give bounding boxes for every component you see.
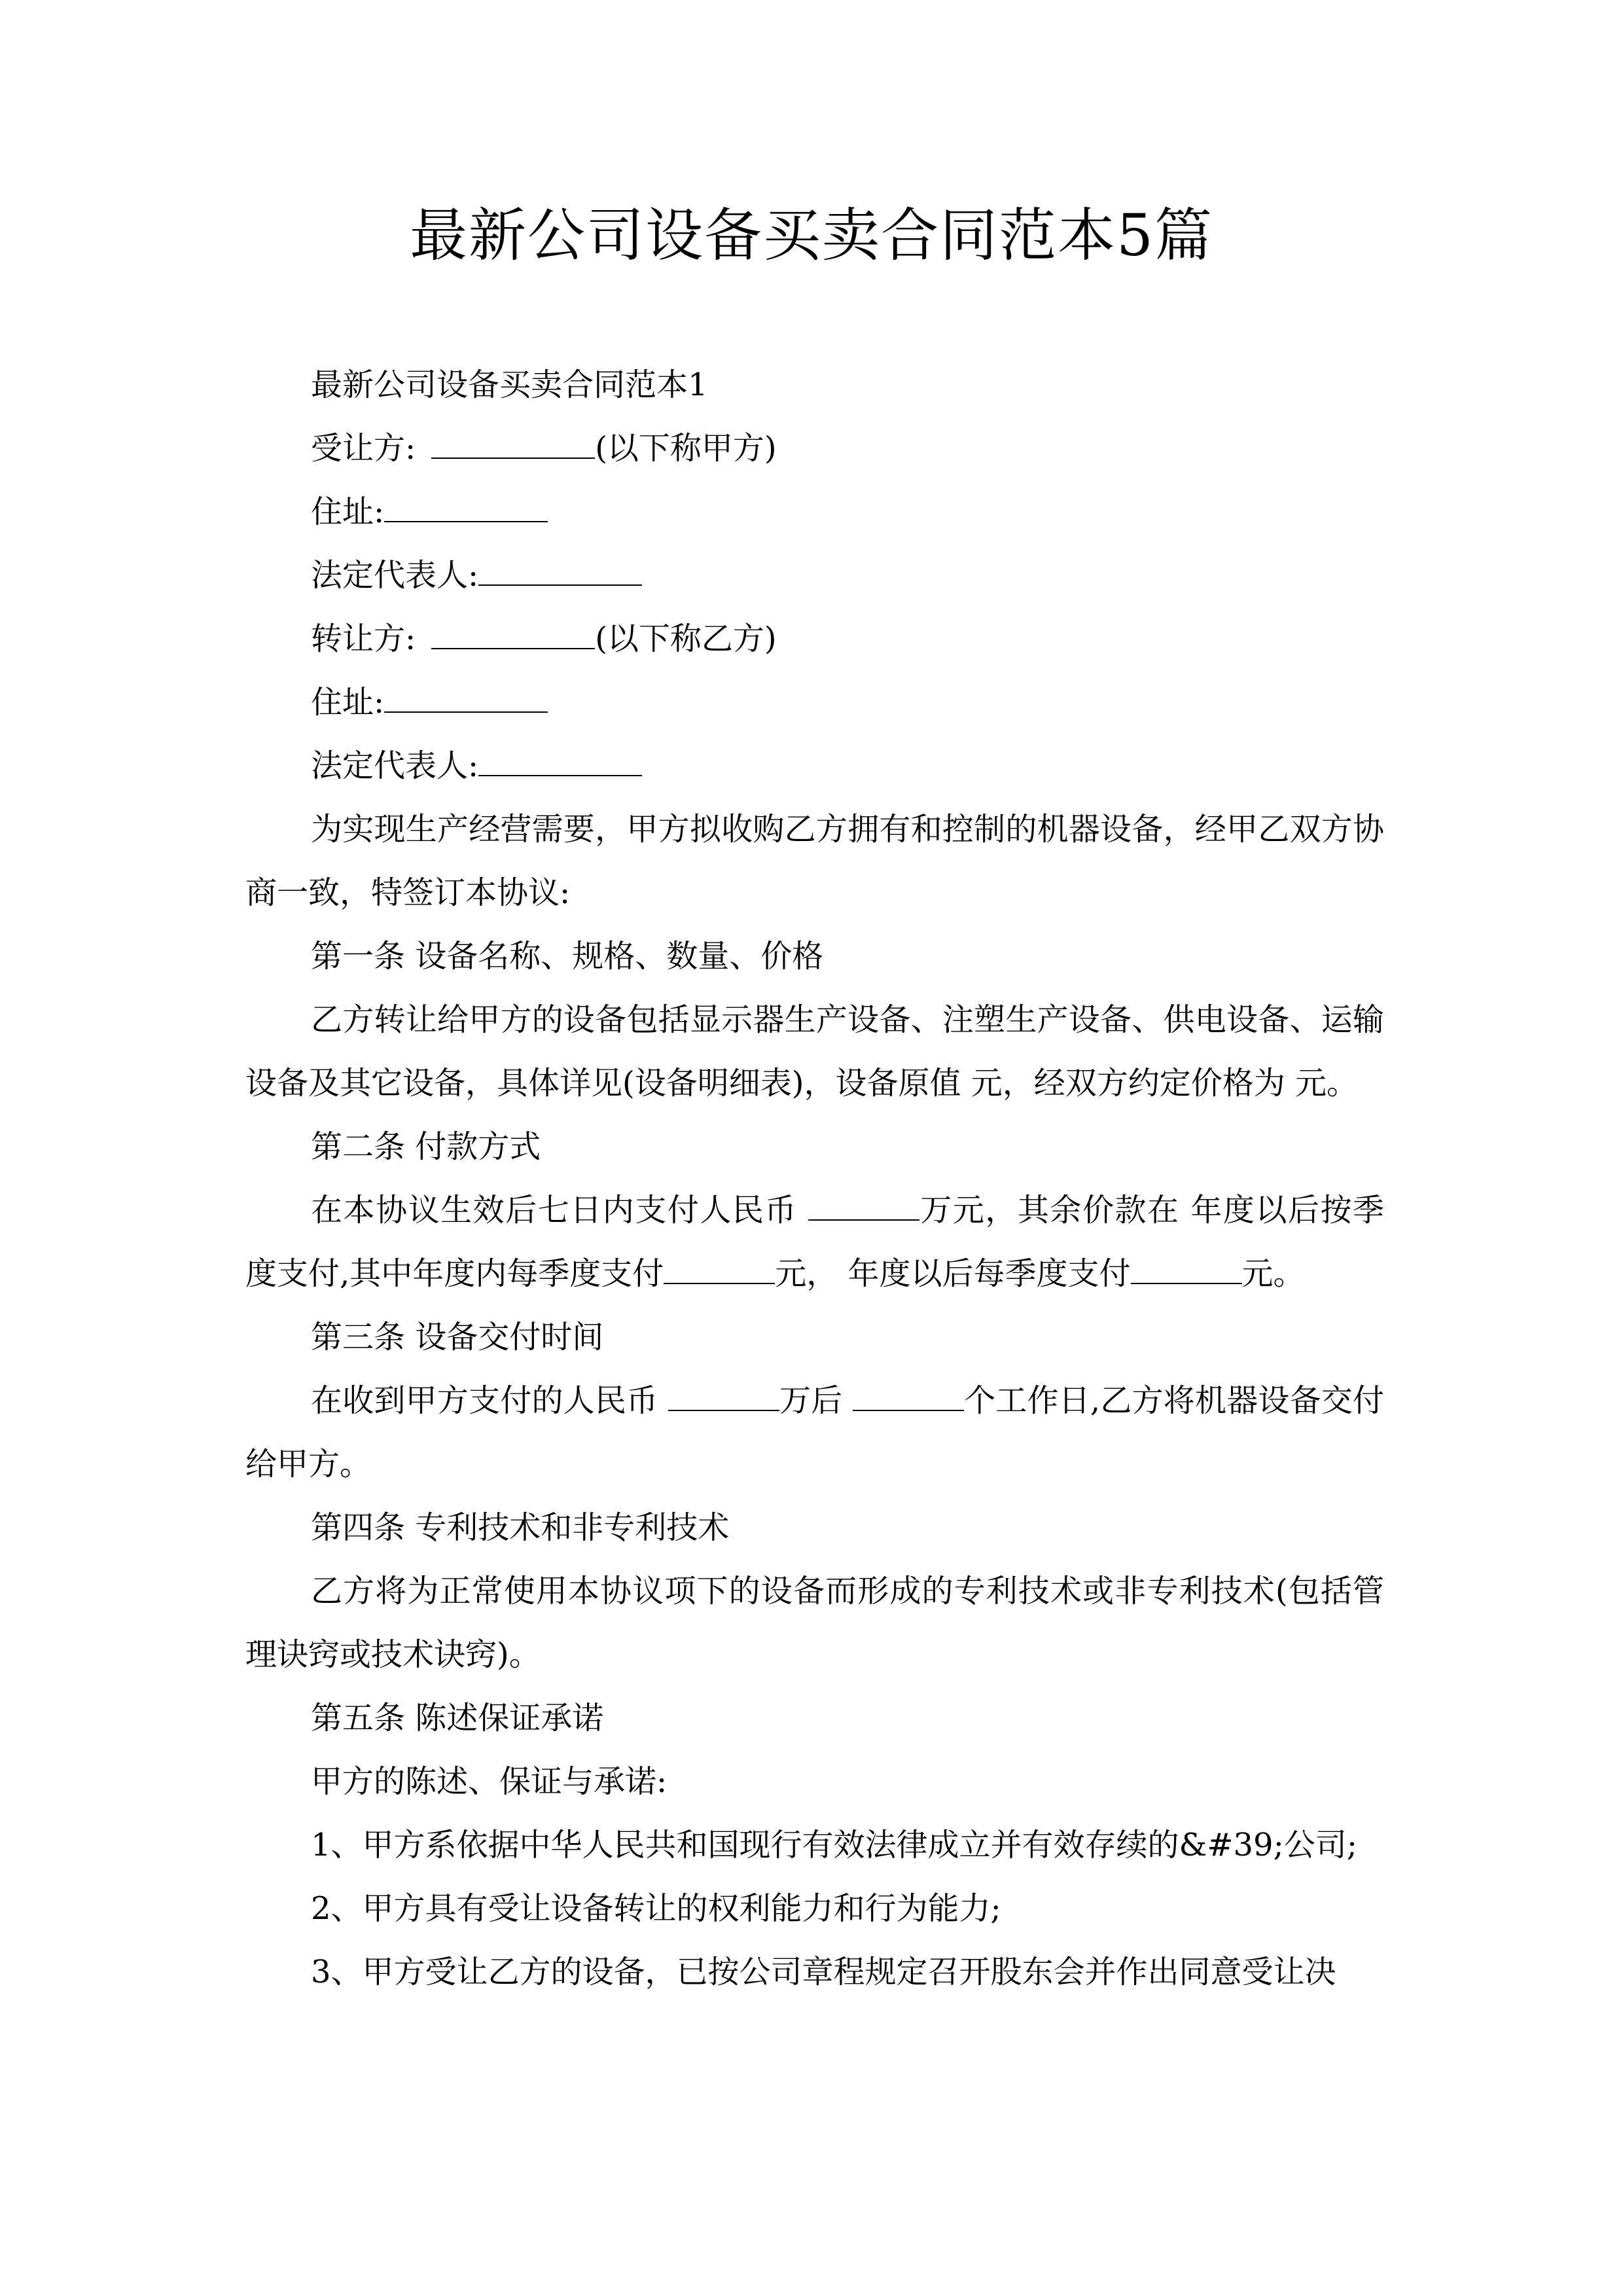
amount-blank xyxy=(808,1193,919,1221)
article-5-heading: 第五条 陈述保证承诺 xyxy=(311,1700,604,1736)
transferee-blank xyxy=(431,431,595,459)
address-blank xyxy=(384,495,548,522)
article-3-heading: 第三条 设备交付时间 xyxy=(311,1319,604,1355)
article-2-text-part: 元。 xyxy=(1241,1255,1305,1292)
section-heading: 最新公司设备买卖合同范本1 xyxy=(311,367,708,403)
legal-rep-blank xyxy=(478,749,642,776)
article-3-text-part: 万后 xyxy=(779,1382,853,1419)
list-item: 1、甲方系依据中华人民共和国现行有效法律成立并有效存续的&#39;公司; xyxy=(311,1827,1357,1863)
days-blank xyxy=(853,1384,964,1411)
transferor-legal-rep-line xyxy=(245,734,1384,798)
article-2-text-part: 元， 年度以后每季度支付 xyxy=(775,1255,1131,1292)
amount-blank xyxy=(664,1257,775,1284)
article-3-text-part: 个工作日,乙方将机器设备交付给甲方。 xyxy=(245,1382,1384,1482)
article-5-subheading: 甲方的陈述、保证与承诺: xyxy=(311,1763,668,1800)
amount-blank xyxy=(668,1384,779,1411)
address-blank xyxy=(384,685,548,713)
list-item: 3、甲方受让乙方的设备，已按公司章程规定召开股东会并作出同意受让决 xyxy=(311,1954,1336,1990)
transferor-label: 转让方: xyxy=(311,620,416,657)
legal-rep-blank xyxy=(478,558,642,586)
transferee-line xyxy=(245,417,1384,480)
transferor-blank xyxy=(431,622,595,649)
transferee-label: 受让方: xyxy=(311,430,416,467)
document-body xyxy=(245,353,1384,2004)
address-label: 住址: xyxy=(311,493,385,530)
article-1-text: 乙方转让给甲方的设备包括显示器生产设备、注塑生产设备、供电设备、运输设备及其它设备，具体详见(设备明细表)，设备原值 元，经双方约定价格为 元。 xyxy=(245,1001,1384,1102)
transferor-address-line xyxy=(245,671,1384,734)
article-4-heading: 第四条 专利技术和非专利技术 xyxy=(311,1509,730,1546)
article-3-text xyxy=(245,1369,1384,1496)
amount-blank xyxy=(1131,1257,1242,1284)
article-4-text: 乙方将为正常使用本协议项下的设备而形成的专利技术或非专利技术(包括管理诀窍或技术诀窍)。 xyxy=(245,1573,1384,1673)
transferee-address-line xyxy=(245,480,1384,544)
list-item: 2、甲方具有受让设备转让的权利能力和行为能力; xyxy=(311,1890,1001,1927)
address-label: 住址: xyxy=(311,684,385,721)
article-1-heading: 第一条 设备名称、规格、数量、价格 xyxy=(311,938,824,975)
legal-rep-label: 法定代表人: xyxy=(311,747,479,784)
transferee-suffix: (以下称甲方) xyxy=(595,430,777,467)
article-2-text-part: 万元，其余价款在 年度以后按季度支付,其中年度内每季度支付 xyxy=(245,1192,1384,1292)
article-2-text-part: 在本协议生效后七日内支付人民币 xyxy=(311,1192,808,1229)
transferee-legal-rep-line xyxy=(245,544,1384,607)
article-3-text-part: 在收到甲方支付的人民币 xyxy=(311,1382,668,1419)
article-2-text xyxy=(245,1179,1384,1306)
preamble: 为实现生产经营需要，甲方拟收购乙方拥有和控制的机器设备，经甲乙双方协商一致，特签订本协议: xyxy=(245,811,1384,911)
document-title: 最新公司设备买卖合同范本5篇 xyxy=(410,202,1213,269)
transferor-line xyxy=(245,607,1384,671)
legal-rep-label: 法定代表人: xyxy=(311,557,479,594)
article-2-heading: 第二条 付款方式 xyxy=(311,1128,541,1165)
transferor-suffix: (以下称乙方) xyxy=(595,620,777,657)
